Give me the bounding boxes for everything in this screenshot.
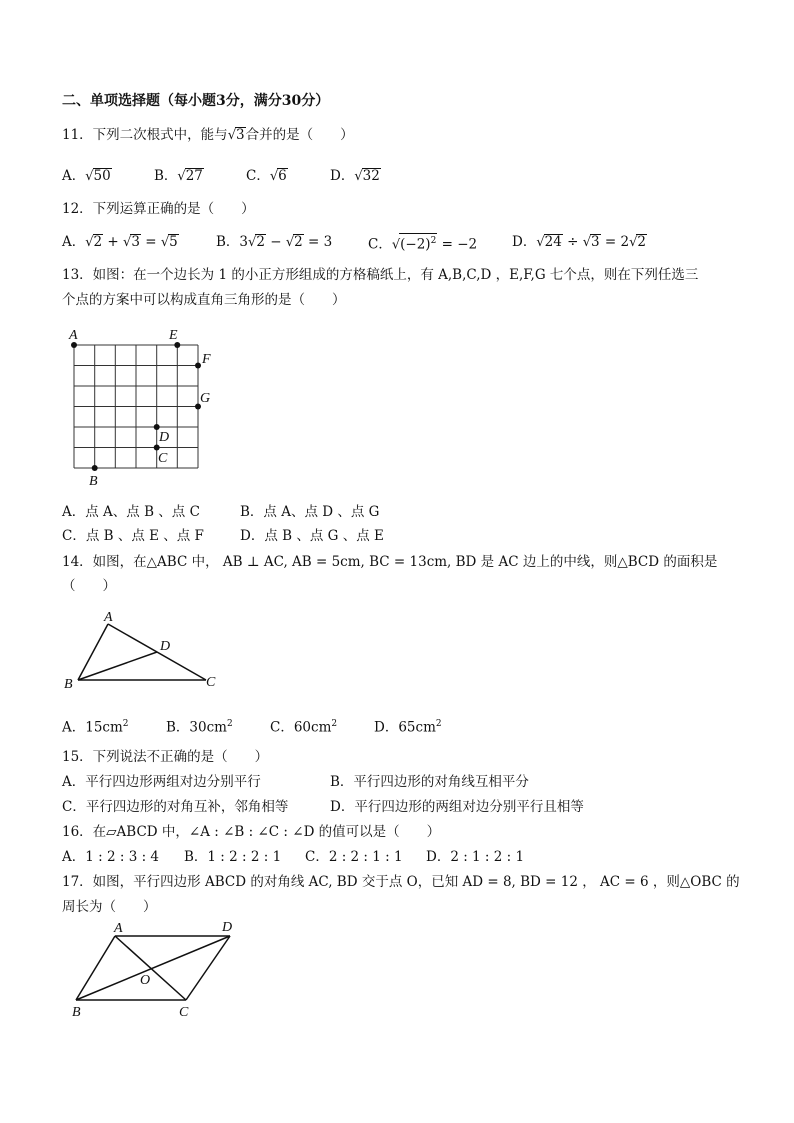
option-label: D． <box>512 234 537 250</box>
option-label: B． <box>216 234 240 250</box>
point-c-dot <box>154 445 160 451</box>
q11-option-d[interactable]: D．√32 <box>330 168 380 184</box>
q14-option-b[interactable] <box>166 715 233 737</box>
option-value: 65cm <box>398 719 436 736</box>
q11-stem-text: 11．下列二次根式中，能与 <box>62 127 228 143</box>
q16-stem: 16．在▱ABCD 中，∠A : ∠B : ∠C : ∠D 的值可以是（ ） <box>62 824 441 840</box>
q13-stem-line1: 13．如图：在一个边长为 1 的小正方形组成的方格稿纸上，有 A,B,C,D ，E,F,G 七个点，则在下列任选三 <box>62 267 699 283</box>
option-label: A． <box>62 234 86 250</box>
grid-lines <box>74 345 198 468</box>
point-g-label: G <box>200 391 211 406</box>
option-label: D． <box>330 168 355 184</box>
q14-triangle-figure <box>60 606 230 692</box>
q11-stem: 11．下列二次根式中，能与√3合并的是（ ） <box>62 127 354 143</box>
option-label: A． <box>62 168 86 184</box>
q14-option-d[interactable] <box>374 715 442 737</box>
point-a-label: A <box>69 328 78 343</box>
q16-option-b[interactable]: B．1 : 2 : 2 : 1 <box>184 849 282 865</box>
q15-option-b[interactable]: B．平行四边形的对角线互相平分 <box>330 774 529 790</box>
coefficient: 3 <box>239 234 249 250</box>
q14-stem-line1: 14．如图，在△ABC 中， AB ⊥ AC, AB = 5cm, BC = 13cm, BD 是 AC 边上的中线，则△BCD 的面积是 <box>62 554 718 570</box>
exponent: 2 <box>331 719 338 729</box>
option-value: 60cm <box>293 719 332 736</box>
point-e-label: E <box>169 328 178 343</box>
q16-option-c[interactable]: C．2 : 2 : 1 : 1 <box>305 849 403 865</box>
point-c-label: C <box>158 451 168 466</box>
operator: ÷ <box>562 234 583 250</box>
operator: = 2 <box>600 234 630 250</box>
option-label: B． <box>166 719 190 736</box>
operator: + <box>103 234 124 250</box>
q14-option-c[interactable] <box>270 715 337 737</box>
q17-parallelogram-figure <box>62 918 242 1022</box>
q13-stem-line2: 个点的方案中可以构成直角三角形的是（ ） <box>62 292 346 308</box>
point-f-label: F <box>202 352 211 367</box>
option-label: D． <box>374 719 399 736</box>
option-label: B． <box>154 168 178 184</box>
q13-option-b[interactable]: B．点 A、点 D 、点 G <box>240 504 380 520</box>
result: = 3 <box>303 234 333 250</box>
radicand: 5 <box>169 234 178 250</box>
exponent: 2 <box>435 719 442 729</box>
option-value: 30cm <box>189 719 227 736</box>
center-o-label: O <box>140 973 151 988</box>
option-label: C． <box>246 168 270 184</box>
radicand-base: (−2) <box>400 236 431 253</box>
point-b-dot <box>92 465 98 471</box>
operator: = <box>140 234 161 250</box>
q13-option-d[interactable]: D．点 B 、点 G 、点 E <box>240 528 384 544</box>
q11-option-b[interactable]: B．√27 <box>154 168 203 184</box>
radicand: 24 <box>544 234 562 250</box>
option-radicand: 6 <box>278 168 287 184</box>
option-label: C． <box>368 236 392 253</box>
vertex-b-label: B <box>64 677 73 692</box>
q12-stem: 12．下列运算正确的是（ ） <box>62 201 255 217</box>
q14-option-a[interactable] <box>62 715 129 737</box>
q15-option-a[interactable]: A．平行四边形两组对边分别平行 <box>62 774 261 790</box>
q17-stem-line2: 周长为（ ） <box>62 899 157 915</box>
radicand: 2 <box>637 234 646 250</box>
exponent: 2 <box>226 719 233 729</box>
point-f-dot <box>195 363 201 369</box>
q11-stem-tail: 合并的是（ ） <box>245 127 354 143</box>
option-radicand: 32 <box>362 168 380 184</box>
point-d-label: D <box>160 639 171 654</box>
parallelogram-lines <box>76 936 230 1000</box>
vertex-b-label: B <box>72 1005 81 1020</box>
result: = −2 <box>437 236 478 253</box>
q14-stem-line2: （ ） <box>62 578 116 594</box>
q12-option-a[interactable]: A．√2 + √3 = √5 <box>62 234 178 250</box>
exponent: 2 <box>430 236 437 246</box>
vertex-c-label: C <box>179 1005 189 1020</box>
q12-option-c[interactable]: C．$√(-2)^2 = -2$ <box>368 233 477 255</box>
q13-option-c[interactable]: C．点 B 、点 E 、点 F <box>62 528 204 544</box>
q12-option-b[interactable]: B．3√2 − √2 = 3 <box>216 234 333 250</box>
q15-option-d[interactable]: D．平行四边形的两组对边分别平行且相等 <box>330 799 584 815</box>
option-radicand: 50 <box>93 168 111 184</box>
q17-stem-line1: 17．如图，平行四边形 ABCD 的对角线 AC, BD 交于点 O，已知 AD = 8, BD = 12 ， AC = 6 ，则△OBC 的 <box>62 874 740 890</box>
triangle-lines <box>78 624 206 680</box>
point-b-label: B <box>89 474 98 489</box>
radicand: 2 <box>93 234 103 250</box>
exponent: 2 <box>122 719 129 729</box>
q16-option-a[interactable]: A．1 : 2 : 3 : 4 <box>62 849 159 865</box>
radicand <box>399 233 437 252</box>
section-title: 二、单项选择题（每小题3分，满分30分） <box>62 93 330 109</box>
vertex-c-label: C <box>206 675 216 690</box>
q12-option-d[interactable]: D．√24 ÷ √3 = 2√2 <box>512 234 646 250</box>
radicand: 2 <box>294 234 303 250</box>
q13-grid-figure <box>60 322 230 490</box>
vertex-d-label: D <box>222 920 233 935</box>
radicand: 3 <box>591 234 600 250</box>
q15-stem: 15．下列说法不正确的是（ ） <box>62 749 269 765</box>
option-label: A． <box>62 719 86 736</box>
vertex-a-label: A <box>114 921 123 936</box>
q15-option-c[interactable]: C．平行四边形的对角互补，邻角相等 <box>62 799 289 815</box>
vertex-a-label: A <box>104 610 113 625</box>
q13-option-a[interactable]: A．点 A、点 B 、点 C <box>62 504 200 520</box>
q11-radicand: 3 <box>235 127 245 143</box>
q16-option-d[interactable]: D．2 : 1 : 2 : 1 <box>426 849 525 865</box>
option-value: 15cm <box>85 719 123 736</box>
q11-option-a[interactable]: A．√50 <box>62 168 111 184</box>
radicand: 2 <box>256 234 265 250</box>
option-radicand: 27 <box>185 168 203 184</box>
q11-option-c[interactable]: C．√6 <box>246 168 287 184</box>
point-d-label: D <box>159 430 170 445</box>
radicand: 3 <box>131 234 140 250</box>
operator: − <box>265 234 286 250</box>
option-label: C． <box>270 719 294 736</box>
